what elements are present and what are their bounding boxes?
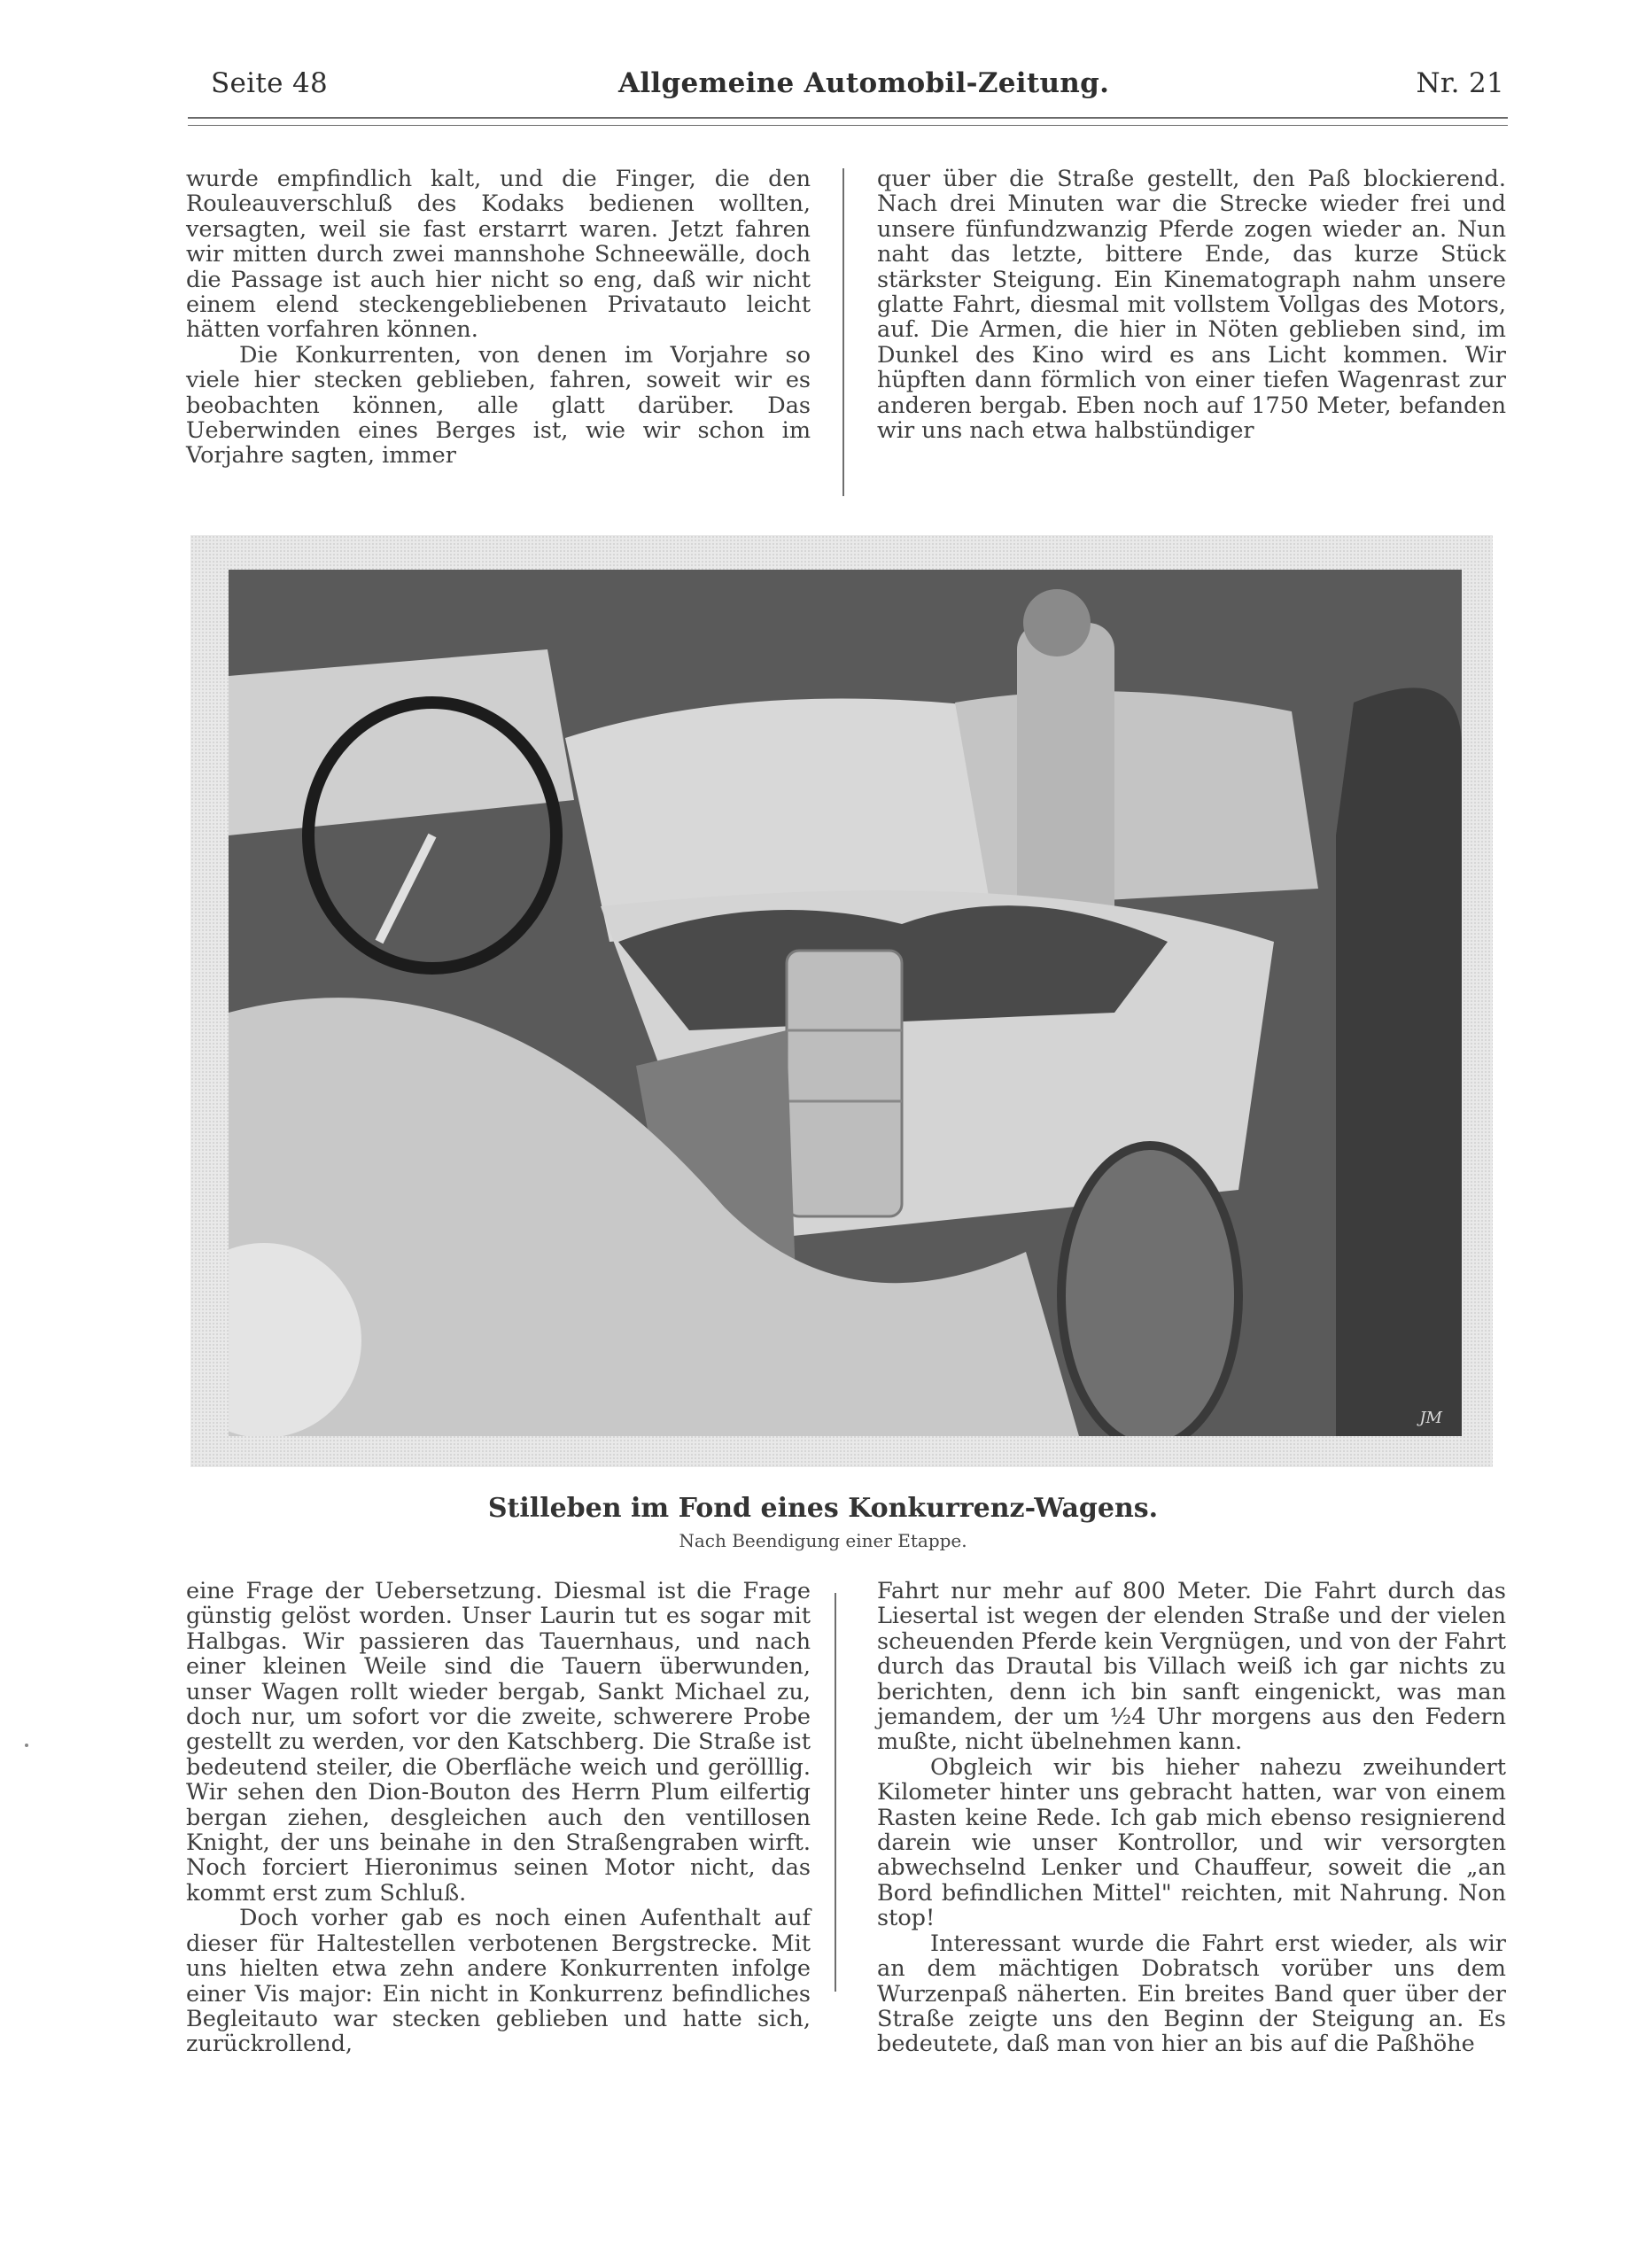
photograph bbox=[229, 570, 1462, 1436]
header-rule-top bbox=[188, 117, 1508, 119]
paragraph: Doch vorher gab es noch einen Aufenthalt auf dieser für Haltestellen verbotenen Bergstrecke. Mit uns hielten etwa zehn andere Konkurrenten infolge einer Vis major: Ein nicht in Konkurrenz befindliches Begleitauto war stecken geblieben und hatte sich, zurückrollend, bbox=[186, 1905, 811, 2058]
header-rule-bottom bbox=[188, 125, 1508, 126]
publication-title: Allgemeine Automobil-Zeitung. bbox=[618, 67, 1110, 99]
top-right-column bbox=[877, 167, 1506, 443]
photo-signature: JM bbox=[1419, 1409, 1442, 1427]
bottom-right-column bbox=[877, 1579, 1506, 2057]
paragraph: Interessant wurde die Fahrt erst wieder, als wir an dem mächtigen Dobratsch vorüber uns dem Wurzenpaß näherten. Ein breites Band quer über der Straße zeigte uns den Beginn der Steigung an. Es bedeutete, daß man von hier an bis auf die Paßhöhe bbox=[877, 1930, 1506, 2058]
issue-number: Nr. 21 bbox=[1416, 67, 1504, 99]
paragraph: quer über die Straße gestellt, den Paß blockierend. Nach drei Minuten war die Strecke wieder frei und unsere fünfundzwanzig Pferde zogen wieder an. Nun naht das letzte, bittere Ende, das kurze Stück stärkster Steigung. Ein Kinematograph nahm unsere glatte Fahrt, diesmal mit vollstem Vollgas des Motors, auf. Die Armen, die hier in Nöten geblieben sind, im Dunkel des Kino wird es ans Licht kommen. Wir hüpften dann förmlich von einer tiefen Wagenrast zur anderen bergab. Eben noch auf 1750 Meter, befanden wir uns nach etwa halbstündiger bbox=[877, 166, 1506, 445]
paragraph: eine Frage der Uebersetzung. Diesmal ist die Frage günstig gelöst worden. Unser Laurin tut es sogar mit Halbgas. Wir passieren das Tauernhaus, und nach einer kleinen Weile sind die Tauern überwunden, unser Wagen rollt wieder bergab, Sankt Michael zu, doch nur, um sofort vor die zweite, schwerere Probe gestellt zu werden, vor den Katschberg. Die Straße ist bedeutend steiler, die Oberfläche weich und gerölllig. Wir sehen den Dion-Bouton des Herrn Plum eilfertig bergan ziehen, desgleichen auch den ventillosen Knight, der uns beinahe in den Straßengraben wirft. Noch forciert Hieronimus seinen Motor nicht, das kommt erst zum Schluß. bbox=[186, 1578, 811, 1907]
page-number: Seite 48 bbox=[211, 67, 329, 99]
top-left-column bbox=[186, 167, 811, 469]
paragraph: Fahrt nur mehr auf 800 Meter. Die Fahrt durch das Liesertal ist wegen der elenden Straße und der vielen scheuenden Pferde kein Vergnügen, und von der Fahrt durch das Drautal bis Villach weiß ich gar nichts zu berichten, denn ich bin sanft eingenickt, was man jemandem, der um ½4 Uhr morgens aus den Federn mußte, nicht übelnehmen kann. bbox=[877, 1578, 1506, 1756]
photo-caption-subtitle: Nach Beendigung einer Etappe. bbox=[679, 1530, 967, 1551]
margin-speck bbox=[25, 1744, 28, 1747]
running-header bbox=[211, 67, 1504, 112]
photo-caption-title: Stilleben im Fond eines Konkurrenz-Wagens. bbox=[487, 1493, 1159, 1524]
paragraph: wurde empfindlich kalt, und die Finger, die den Rouleauverschluß des Kodaks bedienen wollten, versagten, weil sie fast erstarrt waren. Jetzt fahren wir mitten durch zwei mannshohe Schneewälle, doch die Passage ist auch hier nicht so eng, daß wir nicht einem elend steckengebliebenen Privatauto leicht hätten vorfahren können. bbox=[186, 166, 811, 344]
paragraph: Die Konkurrenten, von denen im Vorjahre so viele hier stecken geblieben, fahren, soweit wir es beobachten können, alle glatt darüber. Das Ueberwinden eines Berges ist, wie wir schon im Vorjahre sagten, immer bbox=[186, 341, 811, 470]
paragraph: Obgleich wir bis hieher nahezu zweihundert Kilometer hinter uns gebracht hatten, war von einem Rasten keine Rede. Ich gab mich ebenso resignierend darein wie unser Kontrollor, und wir versorgten abwechselnd Lenker und Chauffeur, soweit die „an Bord befindlichen Mittel" reichten, mit Nahrung. Non stop! bbox=[877, 1753, 1506, 1932]
column-divider bbox=[835, 1593, 836, 1992]
column-divider bbox=[842, 168, 844, 496]
bottom-left-column bbox=[186, 1579, 811, 2057]
photo-illustration bbox=[229, 570, 1462, 1436]
